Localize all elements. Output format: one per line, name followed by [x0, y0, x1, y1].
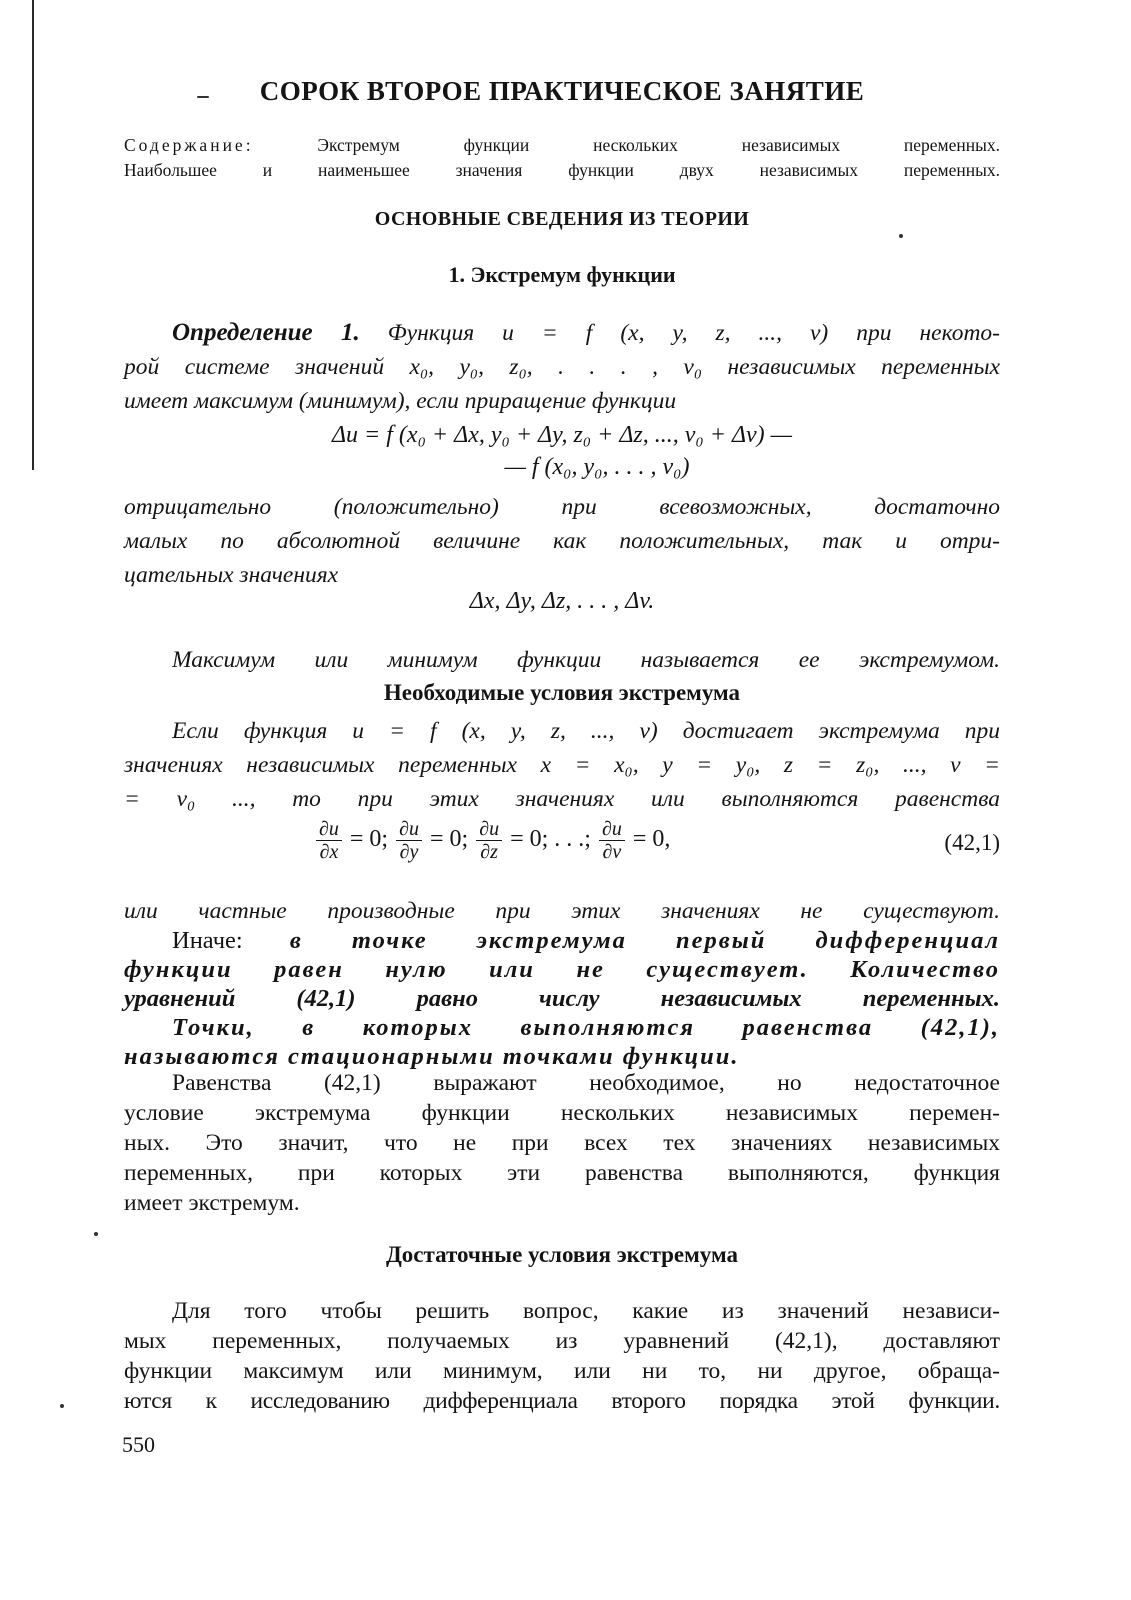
- scan-speck: [94, 1232, 98, 1236]
- page-title: СОРОК ВТОРОЕ ПРАКТИЧЕСКОЕ ЗАНЯТИЕ: [259, 76, 865, 106]
- definition-line: цательных значениях: [124, 562, 339, 588]
- definition-label: Определение 1.: [172, 319, 360, 346]
- sufficient-heading: Достаточные условия экстремума: [385, 1242, 739, 1267]
- otherwise-line: называются стационарными точками функции.: [124, 1043, 740, 1070]
- contents-line-2: Наибольшее и наименьшее значения функции двух независимых переменных.: [124, 160, 1000, 180]
- increment-formula-line-1: Δu = f (x₀ + Δx, y₀ + Δy, z₀ + Δz, ..., v₀ + Δv) —: [331, 422, 793, 448]
- definition-line: имеет максимум (минимум), если приращение функции: [124, 388, 677, 414]
- paragraph-line: ных. Это значит, что не при всех тех значениях независимых: [124, 1130, 1000, 1156]
- definition-continuation: [124, 490, 1000, 592]
- equation-42-1: $\frac{\partial u}{\partial x}$ = 0; $\frac{\partial u}{\partial y}$ = 0; $\frac{\partial u}{\partial z}$ = 0; . . .; $\frac{\partial u}{\partial v}$ = 0, (42,1): [124, 818, 1000, 878]
- sufficient-paragraph: [124, 1296, 1000, 1416]
- page-number: 550: [122, 1432, 155, 1457]
- increments-formula: Δx, Δy, Δz, . . . , Δv.: [469, 588, 655, 614]
- section-heading: 1. Экстремум функции: [448, 262, 676, 287]
- theory-heading: ОСНОВНЫЕ СВЕДЕНИЯ ИЗ ТЕОРИИ: [374, 208, 750, 230]
- not-exist-line: [124, 894, 1000, 928]
- scan-speck: [60, 1404, 64, 1408]
- definition-line: Функция u = f (x, y, z, ..., v) при некото-: [387, 320, 1000, 346]
- otherwise-line: в точке экстремума первый дифференциал: [289, 927, 1000, 954]
- definition-line: малых по абсолютной величине как положительных, так и отри-: [124, 528, 1000, 554]
- scan-speck: [899, 234, 903, 238]
- paragraph-line: мых переменных, получаемых из уравнений (42,1), доставляют: [124, 1328, 1000, 1354]
- partial-fraction: $\frac{\partial u}{\partial x}$: [316, 818, 342, 863]
- paragraph-line: Равенства (42,1) выражают необходимое, но недостаточное: [172, 1070, 1000, 1096]
- otherwise-line: уравнений (42,1) равно числу независимых переменных.: [124, 985, 1000, 1012]
- paragraph-line: переменных, при которых эти равенства выполняются, функция: [124, 1160, 1000, 1186]
- otherwise-block: [124, 926, 1000, 1071]
- equation-number: (42,1): [944, 830, 1000, 855]
- necessary-line: = v₀ ..., то при этих значениях или выполняются равенства: [124, 786, 1000, 812]
- necessary-line: значениях независимых переменных x = x₀, y = y₀, z = z₀, ..., v =: [124, 752, 1000, 778]
- otherwise-label: Иначе:: [172, 927, 243, 954]
- extremum-definition-text: Максимум или минимум функции называется ее экстремумом.: [172, 647, 1000, 673]
- paragraph-line: ются к исследованию дифференциала второго порядка этой функции.: [124, 1388, 1000, 1414]
- contents-line-1: Экстремум функции нескольких независимых переменных.: [317, 135, 1001, 155]
- paragraph-line: функции максимум или минимум, или ни то, ни другое, обраща-: [124, 1358, 1000, 1384]
- definition-line: рой системе значений x₀, y₀, z₀, . . . , v₀ независимых переменных: [124, 354, 1000, 380]
- partial-fraction: $\frac{\partial u}{\partial v}$: [599, 818, 625, 863]
- otherwise-line: Точки, в которых выполняются равенства (42,1),: [172, 1014, 1000, 1041]
- paragraph-line: Для того чтобы решить вопрос, какие из значений независи-: [172, 1298, 1000, 1324]
- otherwise-line: функции равен нулю или не существует. Количество: [124, 956, 1000, 983]
- necessary-block: [124, 714, 1000, 816]
- definition-block: [124, 316, 1000, 418]
- definition-line: отрицательно (положительно) при всевозможных, достаточно: [124, 494, 1000, 520]
- extremum-definition: [124, 643, 1000, 677]
- equalities-paragraph: [124, 1068, 1000, 1218]
- paragraph-line: имеет экстремум.: [124, 1190, 300, 1216]
- necessary-heading: Необходимые условия экстремума: [383, 680, 741, 705]
- partial-fraction: $\frac{\partial u}{\partial y}$: [396, 818, 422, 863]
- scan-edge-line: [32, 0, 34, 470]
- paragraph-line: условие экстремума функции нескольких независимых перемен-: [124, 1100, 1000, 1126]
- contents-block: [124, 133, 1000, 183]
- necessary-line: Если функция u = f (x, y, z, ..., v) достигает экстремума при: [172, 718, 1000, 744]
- not-exist-text: или частные производные при этих значениях не существуют.: [124, 898, 1000, 924]
- partial-fraction: $\frac{\partial u}{\partial z}$: [476, 818, 502, 863]
- contents-label: Содержание:: [124, 135, 254, 155]
- increment-formula-line-2: — f (x₀, y₀, . . . , v₀): [504, 454, 690, 480]
